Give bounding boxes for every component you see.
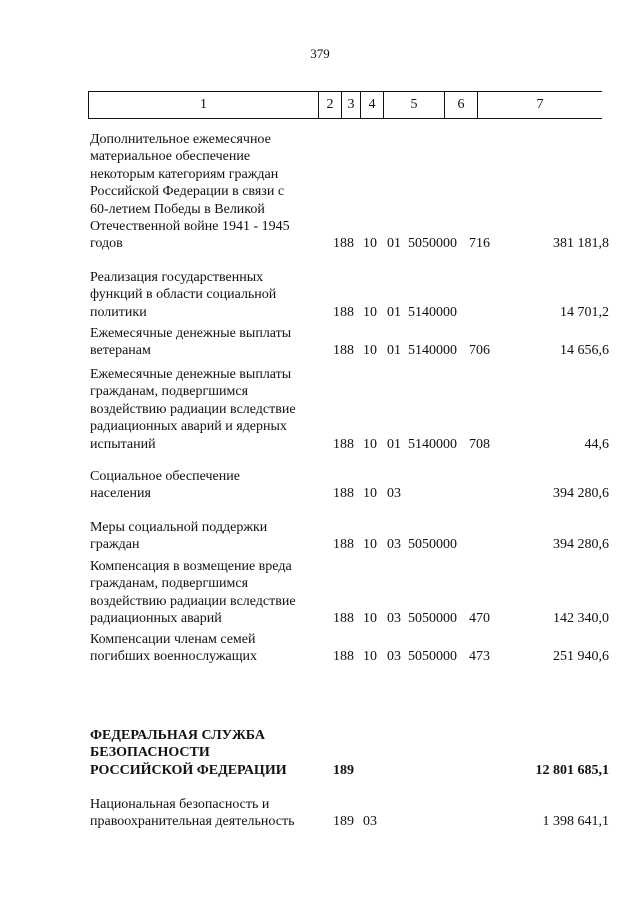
row-amount: 1 398 641,1 <box>542 814 609 830</box>
row-description: Дополнительное ежемесячное материальное обеспечение некоторым категориям граждан Российской Федерации в связи с 60-летием Победы в Великой Отечественной войне 1941 - 1945 годов <box>90 132 290 252</box>
row-code-gr: 188 <box>333 486 354 502</box>
row-code-gr: 188 <box>333 537 354 553</box>
row-description: Национальная безопасность и правоохранительная деятельность <box>90 797 295 830</box>
row-code-gr: 189 <box>333 762 354 778</box>
row-code-pr: 01 <box>387 436 401 452</box>
row-code-pr: 03 <box>387 486 401 502</box>
column-header-1: 1 <box>89 92 319 119</box>
column-header-6: 6 <box>445 92 478 119</box>
row-code-vr: 716 <box>469 236 490 252</box>
row-code-gr: 189 <box>333 814 354 830</box>
row-code-rz: 10 <box>363 304 377 320</box>
column-header-4: 4 <box>361 92 384 119</box>
row-code-cs: 5140000 <box>408 343 457 359</box>
row-code-pr: 03 <box>387 649 401 665</box>
row-description: Ежемесячные денежные выплаты ветеранам <box>90 326 292 359</box>
row-code-rz: 10 <box>363 343 377 359</box>
column-header-table <box>88 91 602 119</box>
row-description: Компенсации членам семей погибших военнослужащих <box>90 632 258 665</box>
row-description: Социальное обеспечение населения <box>90 469 240 502</box>
row-amount: 394 280,6 <box>553 537 609 553</box>
row-code-gr: 188 <box>333 236 354 252</box>
column-header-7: 7 <box>478 92 603 119</box>
row-description: Меры социальной поддержки граждан <box>90 520 268 553</box>
row-code-pr: 01 <box>387 304 401 320</box>
row-code-gr: 188 <box>333 611 354 627</box>
row-amount: 44,6 <box>584 436 609 452</box>
column-header-5: 5 <box>384 92 445 119</box>
row-code-gr: 188 <box>333 436 354 452</box>
row-code-gr: 188 <box>333 304 354 320</box>
row-code-vr: 706 <box>469 343 490 359</box>
row-code-pr: 01 <box>387 343 401 359</box>
row-code-rz: 10 <box>363 649 377 665</box>
row-code-cs: 5050000 <box>408 236 457 252</box>
row-amount: 381 181,8 <box>553 236 609 252</box>
row-code-cs: 5050000 <box>408 649 457 665</box>
row-code-pr: 03 <box>387 537 401 553</box>
row-code-cs: 5050000 <box>408 611 457 627</box>
row-amount: 142 340,0 <box>553 611 609 627</box>
row-description: Компенсация в возмещение вреда гражданам, подвергшимся воздействию радиации вследствие радиационных аварий <box>90 559 296 627</box>
row-code-pr: 03 <box>387 611 401 627</box>
row-code-rz: 03 <box>363 814 377 830</box>
row-code-cs: 5140000 <box>408 436 457 452</box>
row-code-gr: 188 <box>333 343 354 359</box>
column-header-3: 3 <box>342 92 361 119</box>
row-amount: 251 940,6 <box>553 649 609 665</box>
row-amount: 394 280,6 <box>553 486 609 502</box>
row-amount: 14 701,2 <box>560 304 609 320</box>
row-code-cs: 5140000 <box>408 304 457 320</box>
row-code-cs: 5050000 <box>408 537 457 553</box>
row-code-rz: 10 <box>363 236 377 252</box>
row-code-vr: 473 <box>469 649 490 665</box>
row-amount: 14 656,6 <box>560 343 609 359</box>
row-amount: 12 801 685,1 <box>535 762 609 778</box>
page-number: 379 <box>310 46 330 61</box>
column-header-2: 2 <box>319 92 342 119</box>
column-header-row <box>89 92 603 119</box>
row-code-vr: 708 <box>469 436 490 452</box>
row-description: Реализация государственных функций в области социальной политики <box>90 270 277 320</box>
row-code-vr: 470 <box>469 611 490 627</box>
row-code-gr: 188 <box>333 649 354 665</box>
row-code-pr: 01 <box>387 236 401 252</box>
row-code-rz: 10 <box>363 537 377 553</box>
section-heading: ФЕДЕРАЛЬНАЯ СЛУЖБА БЕЗОПАСНОСТИ РОССИЙСКОЙ ФЕДЕРАЦИИ <box>90 728 287 778</box>
row-code-rz: 10 <box>363 486 377 502</box>
row-description: Ежемесячные денежные выплаты гражданам, подвергшимся воздействию радиации вследствие радиационных аварий и ядерных испытаний <box>90 367 296 452</box>
row-code-rz: 10 <box>363 611 377 627</box>
row-code-rz: 10 <box>363 436 377 452</box>
